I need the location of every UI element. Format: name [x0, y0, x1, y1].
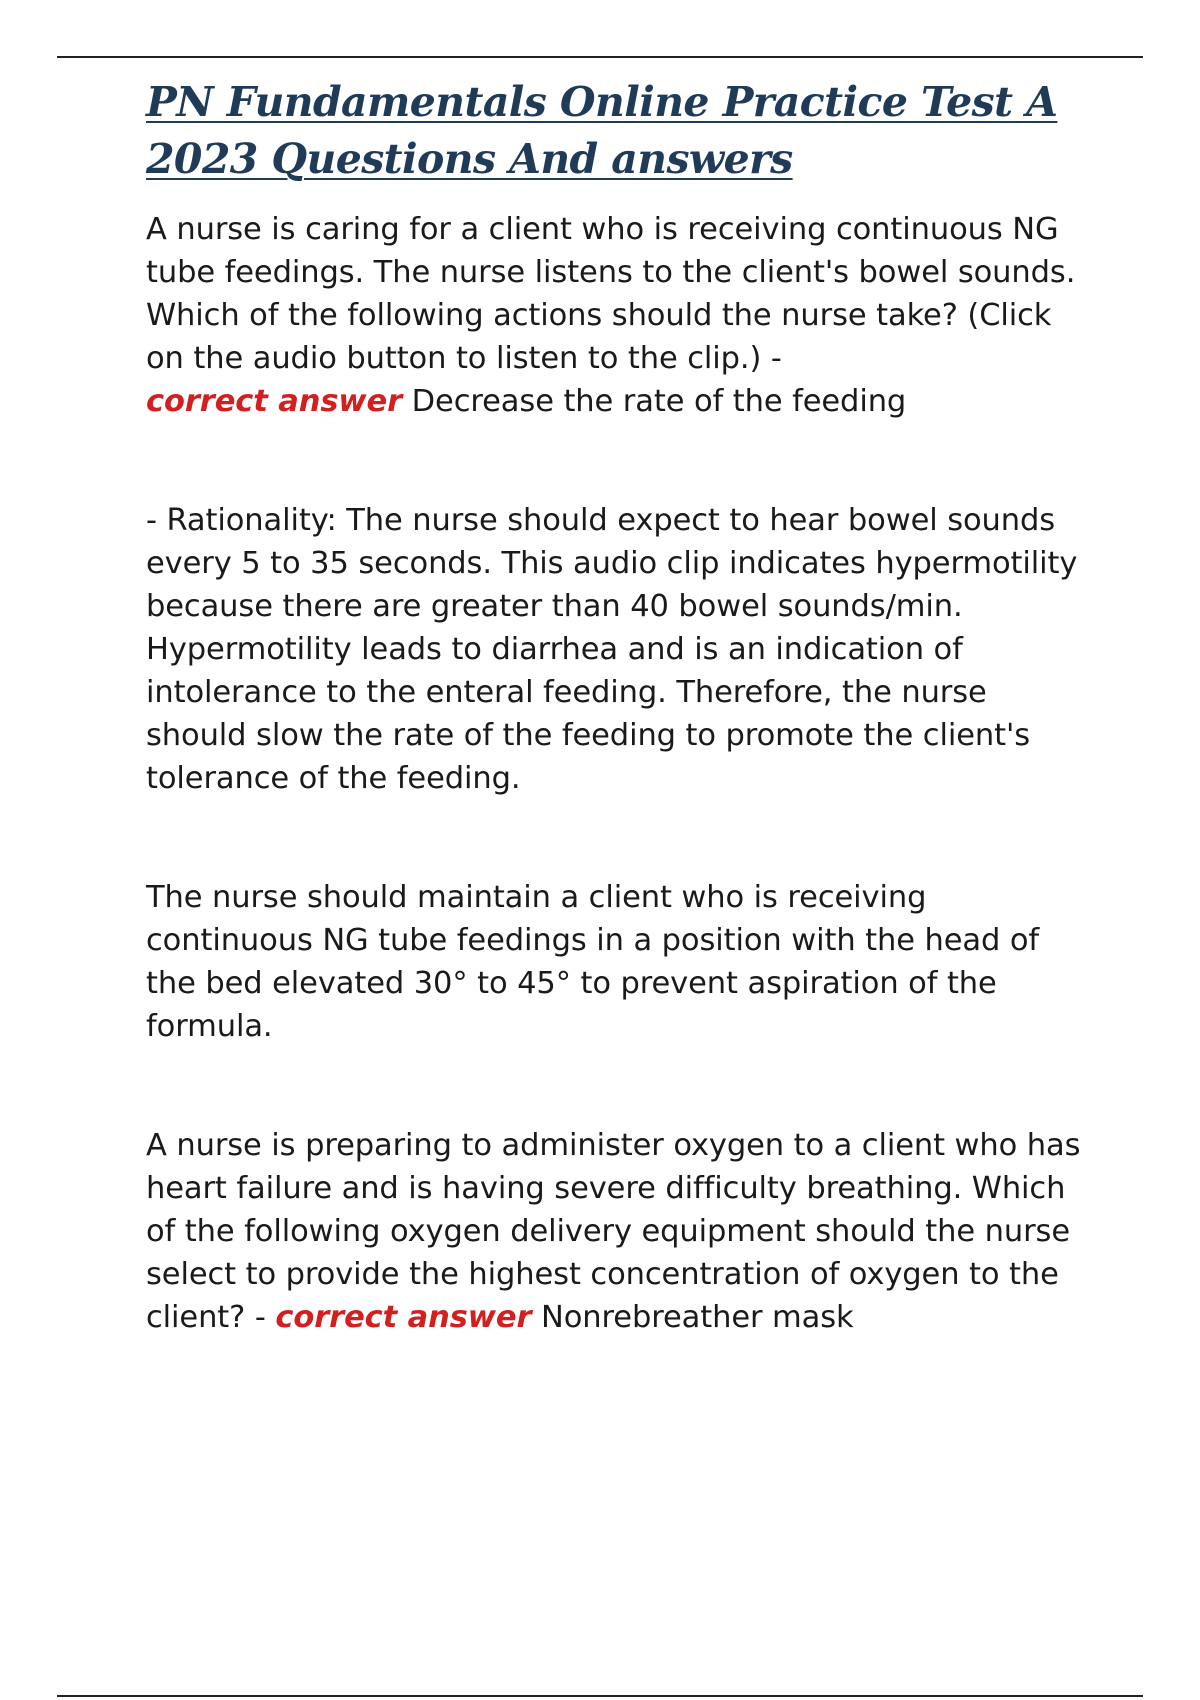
document-title: PN Fundamentals Online Practice Test A 2023 Questions And answers — [146, 78, 1058, 183]
bottom-rule — [57, 1695, 1143, 1697]
top-rule — [57, 56, 1143, 58]
correct-answer-label-2: correct answer — [275, 1300, 532, 1335]
question-1-text: A nurse is caring for a client who is receiving continuous NG tube feedings. The nurse listens to the client's bowel sounds. Which of the following actions should the nurse take? (Click on the audio button to listen to the clip.) - — [146, 212, 1076, 376]
question-1 — [146, 208, 1096, 423]
question-2-text: A nurse is preparing to administer oxygen to a client who has heart failure and is having severe difficulty breathing. Which of the following oxygen delivery equipment should the nurse select to provide the highest concentration of oxygen to the client? - — [146, 1128, 1081, 1335]
question-2 — [146, 1124, 1096, 1339]
positioning-note: The nurse should maintain a client who is receiving continuous NG tube feedings in a position with the head of the bed elevated 30° to 45° to prevent aspiration of the formula. — [146, 880, 1040, 1044]
answer-1-text: Decrease the rate of the feeding — [411, 384, 907, 419]
correct-answer-label-1: correct answer — [146, 384, 403, 419]
rationale-paragraph: - Rationality: The nurse should expect to hear bowel sounds every 5 to 35 seconds. This audio clip indicates hypermotility because there are greater than 40 bowel sounds/min. Hypermotility leads to diarrhea and is an indication of intolerance to the enteral feeding. Therefore, the nurse should slow the rate of the feeding to promote the client's tolerance of the feeding. — [146, 503, 1078, 796]
document-body — [146, 74, 1096, 1339]
answer-2-text: Nonrebreather mask — [541, 1300, 854, 1335]
